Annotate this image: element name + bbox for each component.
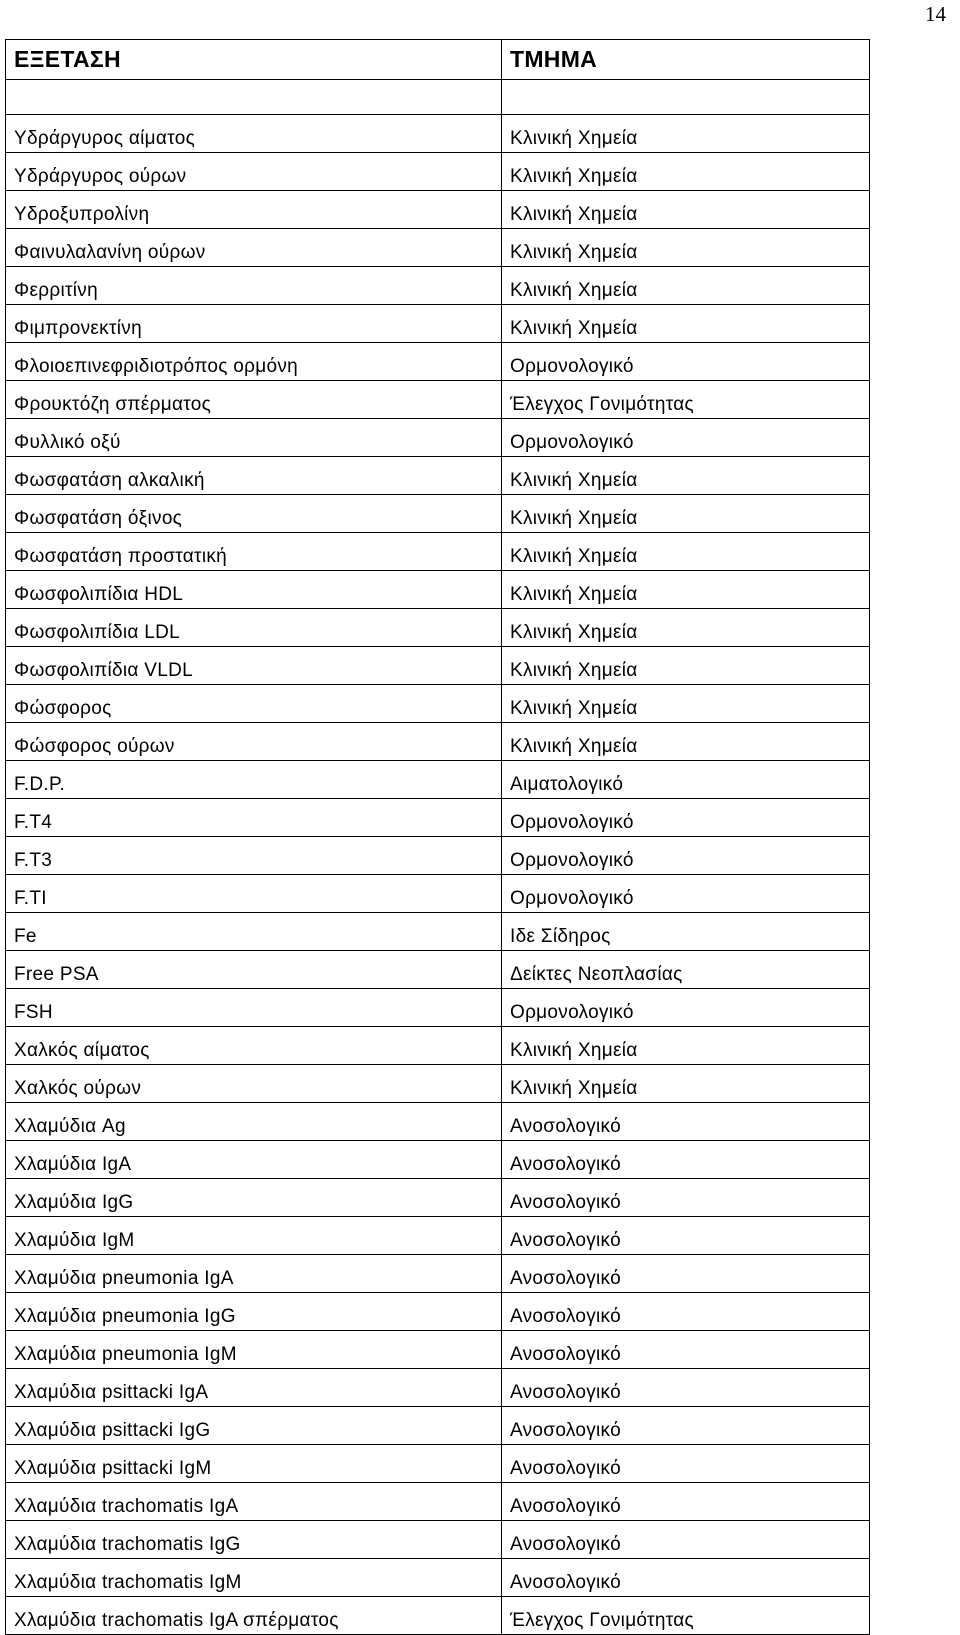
department-cell: Ορμονολογικό	[502, 419, 870, 457]
department-cell: Κλινική Χημεία	[502, 115, 870, 153]
table-row	[6, 381, 870, 419]
exam-name-cell: Χλαμύδια IgA	[6, 1141, 502, 1179]
table-body	[6, 80, 870, 1635]
page-number: 14	[925, 2, 946, 26]
department-cell: Ανοσολογικό	[502, 1217, 870, 1255]
department-cell: Κλινική Χημεία	[502, 609, 870, 647]
exam-name-cell: F.D.P.	[6, 761, 502, 799]
exam-name-cell: Χλαμύδια psittacki IgA	[6, 1369, 502, 1407]
department-cell: Ανοσολογικό	[502, 1103, 870, 1141]
empty-cell	[502, 80, 870, 115]
table-row	[6, 1369, 870, 1407]
department-cell: Κλινική Χημεία	[502, 1065, 870, 1103]
exam-name-cell: Φωσφολιπίδια VLDL	[6, 647, 502, 685]
department-cell: Ανοσολογικό	[502, 1521, 870, 1559]
table-row	[6, 1103, 870, 1141]
exam-name-cell: Φωσφολιπίδια LDL	[6, 609, 502, 647]
table-row	[6, 305, 870, 343]
table-row	[6, 1293, 870, 1331]
table-row	[6, 837, 870, 875]
department-cell: Ιδε Σίδηρος	[502, 913, 870, 951]
table-row	[6, 1141, 870, 1179]
table-row	[6, 571, 870, 609]
table-row	[6, 191, 870, 229]
department-cell: Ορμονολογικό	[502, 989, 870, 1027]
department-cell: Ανοσολογικό	[502, 1331, 870, 1369]
table-row	[6, 267, 870, 305]
exam-name-cell: Χλαμύδια IgG	[6, 1179, 502, 1217]
exam-name-cell: Φωσφατάση αλκαλική	[6, 457, 502, 495]
department-cell: Κλινική Χημεία	[502, 685, 870, 723]
table-row	[6, 723, 870, 761]
department-cell: Αιματολογικό	[502, 761, 870, 799]
department-cell: Ανοσολογικό	[502, 1141, 870, 1179]
department-cell: Κλινική Χημεία	[502, 267, 870, 305]
table-row	[6, 1065, 870, 1103]
exam-name-cell: Φυλλικό οξύ	[6, 419, 502, 457]
department-cell: Έλεγχος Γονιμότητας	[502, 1597, 870, 1635]
exam-name-cell: Υδροξυπρολίνη	[6, 191, 502, 229]
exam-name-cell: Υδράργυρος ούρων	[6, 153, 502, 191]
department-cell: Κλινική Χημεία	[502, 495, 870, 533]
department-cell: Ανοσολογικό	[502, 1369, 870, 1407]
department-cell: Ορμονολογικό	[502, 875, 870, 913]
exam-name-cell: Fe	[6, 913, 502, 951]
department-cell: Κλινική Χημεία	[502, 533, 870, 571]
header-department: ΤΜΗΜΑ	[502, 40, 870, 80]
table-row	[6, 495, 870, 533]
exam-name-cell: Χλαμύδια psittacki IgG	[6, 1407, 502, 1445]
table-row	[6, 799, 870, 837]
exam-name-cell: F.TI	[6, 875, 502, 913]
exam-name-cell: Χλαμύδια IgM	[6, 1217, 502, 1255]
table-row	[6, 685, 870, 723]
exam-name-cell: Φώσφορος	[6, 685, 502, 723]
department-cell: Δείκτες Νεοπλασίας	[502, 951, 870, 989]
table-row	[6, 875, 870, 913]
table-row	[6, 989, 870, 1027]
header-exam: ΕΞΕΤΑΣΗ	[6, 40, 502, 80]
department-cell: Ορμονολογικό	[502, 837, 870, 875]
exam-name-cell: Φερριτίνη	[6, 267, 502, 305]
exam-name-cell: Φρουκτόζη σπέρματος	[6, 381, 502, 419]
exam-name-cell: F.T4	[6, 799, 502, 837]
table-row	[6, 533, 870, 571]
exam-name-cell: Χλαμύδια trachomatis IgM	[6, 1559, 502, 1597]
table-row	[6, 343, 870, 381]
table-row	[6, 229, 870, 267]
exam-department-table	[5, 39, 870, 1635]
exam-name-cell: Φωσφατάση όξινος	[6, 495, 502, 533]
department-cell: Ανοσολογικό	[502, 1407, 870, 1445]
table-row	[6, 1331, 870, 1369]
table-spacer-row	[6, 80, 870, 115]
exam-name-cell: Χλαμύδια pneumonia IgG	[6, 1293, 502, 1331]
table-row	[6, 1597, 870, 1635]
table-row	[6, 1559, 870, 1597]
exam-name-cell: Χλαμύδια trachomatis IgA	[6, 1483, 502, 1521]
exam-name-cell: Φαινυλαλανίνη ούρων	[6, 229, 502, 267]
department-cell: Έλεγχος Γονιμότητας	[502, 381, 870, 419]
department-cell: Ανοσολογικό	[502, 1483, 870, 1521]
table-row	[6, 419, 870, 457]
table-row	[6, 609, 870, 647]
department-cell: Κλινική Χημεία	[502, 229, 870, 267]
department-cell: Κλινική Χημεία	[502, 571, 870, 609]
department-cell: Ανοσολογικό	[502, 1445, 870, 1483]
table-row	[6, 115, 870, 153]
department-cell: Κλινική Χημεία	[502, 1027, 870, 1065]
department-cell: Κλινική Χημεία	[502, 305, 870, 343]
exam-name-cell: Χαλκός ούρων	[6, 1065, 502, 1103]
exam-name-cell: Φλοιοεπινεφριδιοτρόπος ορμόνη	[6, 343, 502, 381]
exam-name-cell: Free PSA	[6, 951, 502, 989]
table-row	[6, 1407, 870, 1445]
department-cell: Κλινική Χημεία	[502, 723, 870, 761]
department-cell: Κλινική Χημεία	[502, 153, 870, 191]
table-row	[6, 647, 870, 685]
exam-name-cell: Υδράργυρος αίματος	[6, 115, 502, 153]
table-row	[6, 1255, 870, 1293]
empty-cell	[6, 80, 502, 115]
table-row	[6, 1445, 870, 1483]
table-row	[6, 951, 870, 989]
table-row	[6, 913, 870, 951]
exam-name-cell: Χλαμύδια pneumonia IgA	[6, 1255, 502, 1293]
department-cell: Ανοσολογικό	[502, 1293, 870, 1331]
table-row	[6, 761, 870, 799]
table-row	[6, 153, 870, 191]
exam-name-cell: Χλαμύδια trachomatis IgA σπέρματος	[6, 1597, 502, 1635]
exam-name-cell: Φωσφολιπίδια HDL	[6, 571, 502, 609]
table-row	[6, 1179, 870, 1217]
department-cell: Ανοσολογικό	[502, 1179, 870, 1217]
department-cell: Κλινική Χημεία	[502, 191, 870, 229]
exam-name-cell: Φιμπρονεκτίνη	[6, 305, 502, 343]
exam-name-cell: Χλαμύδια pneumonia IgM	[6, 1331, 502, 1369]
table-row	[6, 1027, 870, 1065]
exam-name-cell: Χλαμύδια psittacki IgM	[6, 1445, 502, 1483]
exam-name-cell: Χλαμύδια Ag	[6, 1103, 502, 1141]
exam-name-cell: Χαλκός αίματος	[6, 1027, 502, 1065]
department-cell: Κλινική Χημεία	[502, 457, 870, 495]
department-cell: Ανοσολογικό	[502, 1255, 870, 1293]
department-cell: Ορμονολογικό	[502, 799, 870, 837]
department-cell: Ορμονολογικό	[502, 343, 870, 381]
exam-name-cell: Χλαμύδια trachomatis IgG	[6, 1521, 502, 1559]
department-cell: Ανοσολογικό	[502, 1559, 870, 1597]
department-cell: Κλινική Χημεία	[502, 647, 870, 685]
table-row	[6, 1521, 870, 1559]
exam-name-cell: Φώσφορος ούρων	[6, 723, 502, 761]
exam-name-cell: Φωσφατάση προστατική	[6, 533, 502, 571]
table-row	[6, 1483, 870, 1521]
table-row	[6, 457, 870, 495]
exam-name-cell: F.T3	[6, 837, 502, 875]
table-header-row	[6, 40, 870, 80]
exam-name-cell: FSH	[6, 989, 502, 1027]
table-row	[6, 1217, 870, 1255]
